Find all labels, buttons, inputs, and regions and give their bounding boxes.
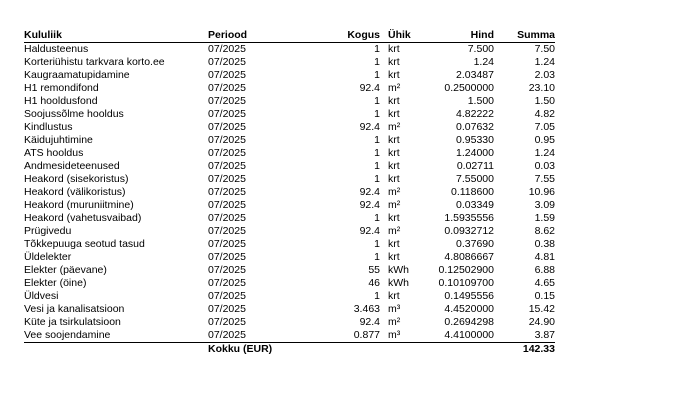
cell-name: Andmesideteenused (24, 160, 120, 172)
cell-sum: 7.50 (534, 43, 555, 55)
table-row (24, 69, 555, 82)
header-price: Hind (422, 29, 494, 43)
cell-quantity: 92.4 (359, 82, 380, 94)
cell-quantity: 92.4 (359, 316, 380, 328)
cell-unit: krt (388, 134, 400, 146)
cell-unit: krt (388, 69, 400, 81)
cell-name: Üldelekter (24, 251, 72, 263)
cell-price: 7.500 (467, 43, 494, 55)
cell-name: ATS hooldus (24, 147, 84, 159)
cell-sum: 0.03 (534, 160, 555, 172)
cell-sum: 4.65 (534, 277, 555, 289)
table-row (24, 251, 555, 264)
table-body (24, 43, 555, 343)
total-sum: 142.33 (494, 343, 555, 357)
cell-quantity: 92.4 (359, 186, 380, 198)
cell-unit: krt (388, 290, 400, 302)
cell-price: 0.37690 (456, 238, 494, 250)
cell-sum: 3.09 (534, 199, 555, 211)
header-period: Periood (208, 29, 288, 43)
table-header-row (24, 29, 555, 43)
cell-unit: m³ (388, 329, 401, 341)
cell-name: Heakord (muruniitmine) (24, 199, 134, 211)
cell-quantity: 92.4 (359, 225, 380, 237)
cell-name: Elekter (päevane) (24, 264, 107, 276)
cell-period: 07/2025 (208, 251, 246, 263)
cell-name: Heakord (vahetusvaibad) (24, 212, 142, 224)
cell-sum: 0.38 (534, 238, 555, 250)
cell-name: Prügivedu (24, 225, 72, 237)
cell-period: 07/2025 (208, 264, 246, 276)
cell-unit: krt (388, 251, 400, 263)
total-spacer (24, 343, 208, 357)
cell-unit: kWh (388, 264, 409, 276)
cell-sum: 2.03 (534, 69, 555, 81)
cell-name: Kaugraamatupidamine (24, 69, 130, 81)
table-row (24, 43, 555, 57)
table-row (24, 134, 555, 147)
cell-name: Käidujuhtimine (24, 134, 93, 146)
cell-name: Tõkkepuuga seotud tasud (24, 238, 145, 250)
total-label: Kokku (EUR) (208, 343, 494, 357)
cell-price: 4.4100000 (444, 329, 494, 341)
cell-sum: 7.05 (534, 121, 555, 133)
cell-period: 07/2025 (208, 56, 246, 68)
table-row (24, 316, 555, 329)
cell-quantity: 46 (368, 277, 380, 289)
cell-price: 1.500 (467, 95, 494, 107)
cell-period: 07/2025 (208, 186, 246, 198)
cell-price: 0.10109700 (438, 277, 494, 289)
header-quantity: Kogus (288, 29, 380, 43)
cell-quantity: 1 (374, 108, 380, 120)
header-unit: Ühik (380, 29, 422, 43)
cell-quantity: 1 (374, 160, 380, 172)
cell-price: 0.03349 (456, 199, 494, 211)
cell-period: 07/2025 (208, 108, 246, 120)
cell-quantity: 92.4 (359, 121, 380, 133)
cell-unit: krt (388, 212, 400, 224)
cell-name: Korteriühistu tarkvara korto.ee (24, 56, 165, 68)
table-row (24, 238, 555, 251)
table-row (24, 173, 555, 186)
table-row (24, 212, 555, 225)
cell-unit: m² (388, 82, 401, 94)
cell-period: 07/2025 (208, 160, 246, 172)
cell-price: 1.24000 (456, 147, 494, 159)
cell-quantity: 55 (368, 264, 380, 276)
table-row (24, 329, 555, 343)
cell-period: 07/2025 (208, 212, 246, 224)
table-row (24, 199, 555, 212)
cell-sum: 8.62 (534, 225, 555, 237)
cell-period: 07/2025 (208, 121, 246, 133)
cell-sum: 23.10 (528, 82, 555, 94)
header-sum: Summa (494, 29, 555, 43)
cell-unit: krt (388, 108, 400, 120)
cell-name: Heakord (sisekoristus) (24, 173, 129, 185)
cell-quantity: 1 (374, 212, 380, 224)
cell-sum: 0.15 (534, 290, 555, 302)
cell-price: 4.8086667 (444, 251, 494, 263)
cell-period: 07/2025 (208, 329, 246, 341)
cell-period: 07/2025 (208, 238, 246, 250)
cell-name: Vesi ja kanalisatsioon (24, 303, 125, 315)
cell-sum: 1.50 (534, 95, 555, 107)
cell-price: 1.5935556 (444, 212, 494, 224)
cell-sum: 24.90 (528, 316, 555, 328)
table-row (24, 277, 555, 290)
cell-name: Elekter (öine) (24, 277, 87, 289)
table-row (24, 225, 555, 238)
table-row (24, 56, 555, 69)
cell-price: 0.1495556 (444, 290, 494, 302)
cell-price: 0.0932712 (444, 225, 494, 237)
cell-unit: m² (388, 316, 401, 328)
cell-price: 0.2694298 (444, 316, 494, 328)
cell-name: H1 hooldusfond (24, 95, 98, 107)
cell-period: 07/2025 (208, 290, 246, 302)
cell-sum: 1.59 (534, 212, 555, 224)
cell-period: 07/2025 (208, 303, 246, 315)
table-row (24, 186, 555, 199)
cell-period: 07/2025 (208, 199, 246, 211)
cell-quantity: 1 (374, 238, 380, 250)
cell-name: Soojussõlme hooldus (24, 108, 124, 120)
cell-unit: krt (388, 173, 400, 185)
cell-period: 07/2025 (208, 147, 246, 159)
cell-period: 07/2025 (208, 277, 246, 289)
cell-price: 1.24 (473, 56, 494, 68)
cell-quantity: 0.877 (353, 329, 380, 341)
cell-period: 07/2025 (208, 69, 246, 81)
cell-sum: 15.42 (528, 303, 555, 315)
cell-sum: 7.55 (534, 173, 555, 185)
cell-unit: krt (388, 160, 400, 172)
cell-period: 07/2025 (208, 225, 246, 237)
cell-quantity: 3.463 (353, 303, 380, 315)
cell-unit: krt (388, 95, 400, 107)
table-row (24, 303, 555, 316)
cell-price: 0.02711 (456, 160, 494, 172)
cell-quantity: 1 (374, 290, 380, 302)
cell-unit: m² (388, 225, 401, 237)
cell-name: Vee soojendamine (24, 329, 111, 341)
cell-quantity: 1 (374, 56, 380, 68)
cell-name: Küte ja tsirkulatsioon (24, 316, 121, 328)
cell-price: 7.55000 (456, 173, 494, 185)
cell-unit: m³ (388, 303, 401, 315)
cell-sum: 4.81 (534, 251, 555, 263)
cell-price: 0.95330 (456, 134, 494, 146)
cell-sum: 1.24 (534, 147, 555, 159)
cell-name: H1 remondifond (24, 82, 99, 94)
cell-price: 0.12502900 (438, 264, 494, 276)
cell-quantity: 1 (374, 134, 380, 146)
table-row (24, 264, 555, 277)
cell-unit: krt (388, 43, 400, 55)
table-row (24, 82, 555, 95)
total-row (24, 343, 555, 357)
cell-sum: 3.87 (534, 329, 555, 341)
cell-quantity: 1 (374, 251, 380, 263)
cost-table-sheet (24, 29, 555, 356)
table-row (24, 95, 555, 108)
cell-name: Heakord (välikoristus) (24, 186, 126, 198)
table-row (24, 147, 555, 160)
cell-price: 0.118600 (450, 186, 494, 198)
cell-period: 07/2025 (208, 134, 246, 146)
cell-unit: krt (388, 238, 400, 250)
cell-price: 0.07632 (456, 121, 494, 133)
cell-quantity: 1 (374, 43, 380, 55)
table-row (24, 121, 555, 134)
table-row (24, 160, 555, 173)
table-row (24, 290, 555, 303)
cell-period: 07/2025 (208, 95, 246, 107)
cost-table (24, 29, 555, 356)
cell-price: 2.03487 (456, 69, 494, 81)
cell-period: 07/2025 (208, 316, 246, 328)
cell-quantity: 92.4 (359, 199, 380, 211)
header-name: Kululiik (24, 29, 208, 43)
cell-period: 07/2025 (208, 173, 246, 185)
cell-period: 07/2025 (208, 82, 246, 94)
cell-name: Üldvesi (24, 290, 59, 302)
cell-unit: m² (388, 121, 401, 133)
cell-unit: kWh (388, 277, 409, 289)
cell-price: 0.2500000 (444, 82, 494, 94)
cell-unit: krt (388, 56, 400, 68)
cell-price: 4.4520000 (444, 303, 494, 315)
cell-quantity: 1 (374, 95, 380, 107)
cell-sum: 10.96 (528, 186, 555, 198)
cell-sum: 1.24 (534, 56, 555, 68)
cell-quantity: 1 (374, 173, 380, 185)
cell-name: Haldusteenus (24, 43, 89, 55)
cell-quantity: 1 (374, 69, 380, 81)
cell-period: 07/2025 (208, 43, 246, 55)
cell-name: Kindlustus (24, 121, 73, 133)
cell-sum: 0.95 (534, 134, 555, 146)
cell-quantity: 1 (374, 147, 380, 159)
cell-unit: krt (388, 147, 400, 159)
cell-price: 4.82222 (456, 108, 494, 120)
cell-sum: 4.82 (534, 108, 555, 120)
cell-sum: 6.88 (534, 264, 555, 276)
cell-unit: m² (388, 199, 401, 211)
cell-unit: m² (388, 186, 401, 198)
table-row (24, 108, 555, 121)
